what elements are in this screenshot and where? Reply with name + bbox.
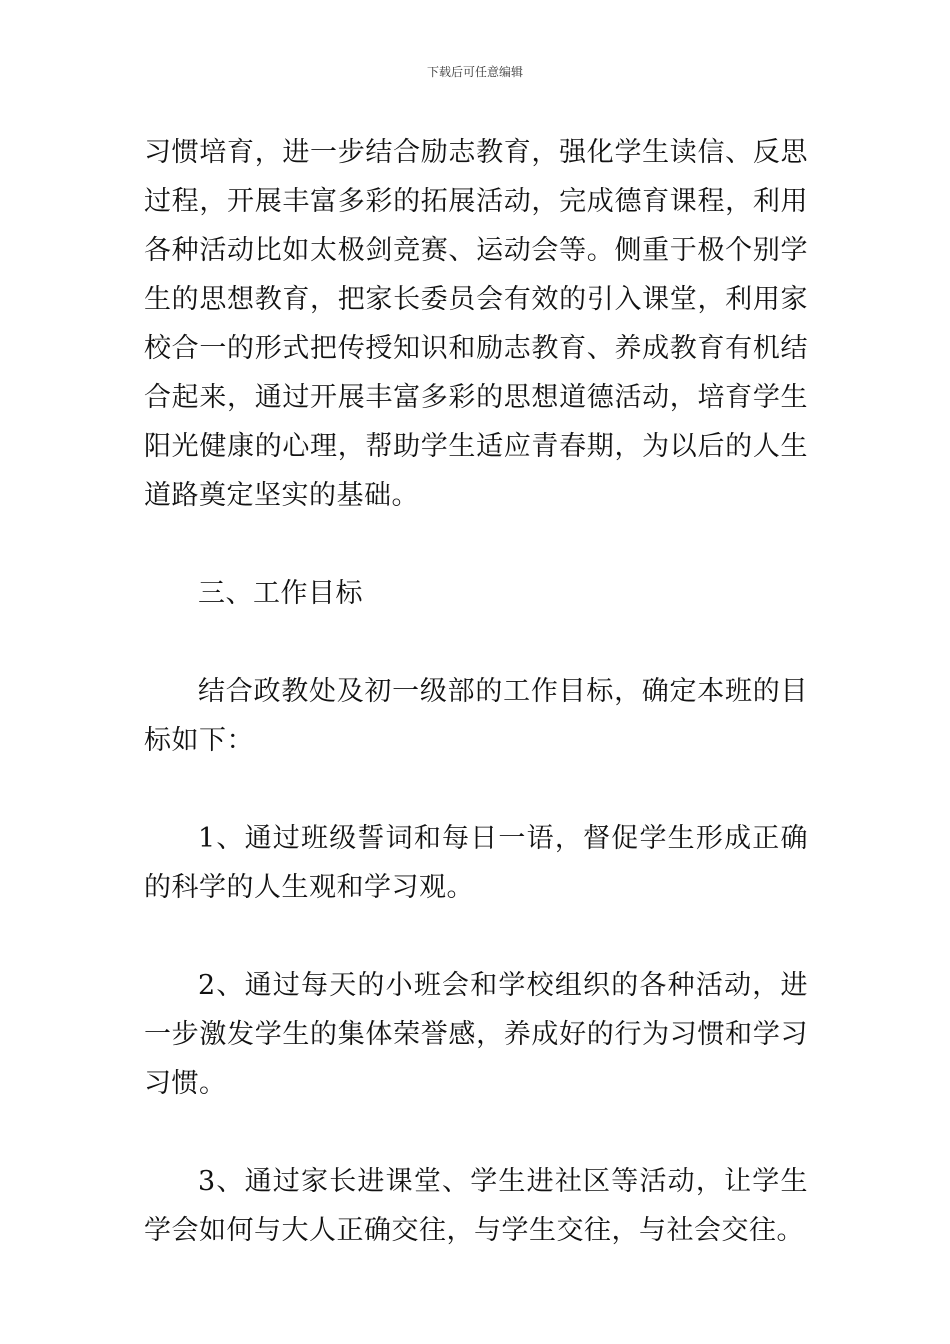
goal-item-3: 3、通过家长进课堂、学生进社区等活动，让学生学会如何与大人正确交往，与学生交往，与社会交往。: [144, 1166, 808, 1246]
goal-item-2: 2、通过每天的小班会和学校组织的各种活动，进一步激发学生的集体荣誉感，养成好的行为习惯和学习习惯。: [144, 970, 808, 1099]
goal-item-1: 1、通过班级誓词和每日一语，督促学生形成正确的科学的人生观和学习观。: [144, 823, 808, 903]
section-heading: 三、工作目标: [198, 578, 363, 609]
paragraph-spacer: [144, 912, 808, 961]
paragraph-spacer: [144, 765, 808, 814]
paragraph-spacer: [144, 618, 808, 667]
page-header-note: 下载后可任意编辑: [426, 65, 523, 79]
paragraph-spacer: [144, 1108, 808, 1157]
paragraph-spacer: [144, 520, 808, 569]
body-paragraph: 结合政教处及初一级部的工作目标，确定本班的目标如下：: [144, 676, 808, 756]
document-body: [144, 128, 808, 1255]
body-paragraph: 习惯培育，进一步结合励志教育，强化学生读信、反思过程，开展丰富多彩的拓展活动，完成德育课程，利用各种活动比如太极剑竞赛、运动会等。侧重于极个别学生的思想教育，把家长委员会有效的引入课堂，利用家校合一的形式把传授知识和励志教育、养成教育有机结合起来，通过开展丰富多彩的思想道德活动，培育学生阳光健康的心理，帮助学生适应青春期，为以后的人生道路奠定坚实的基础。: [144, 137, 808, 511]
